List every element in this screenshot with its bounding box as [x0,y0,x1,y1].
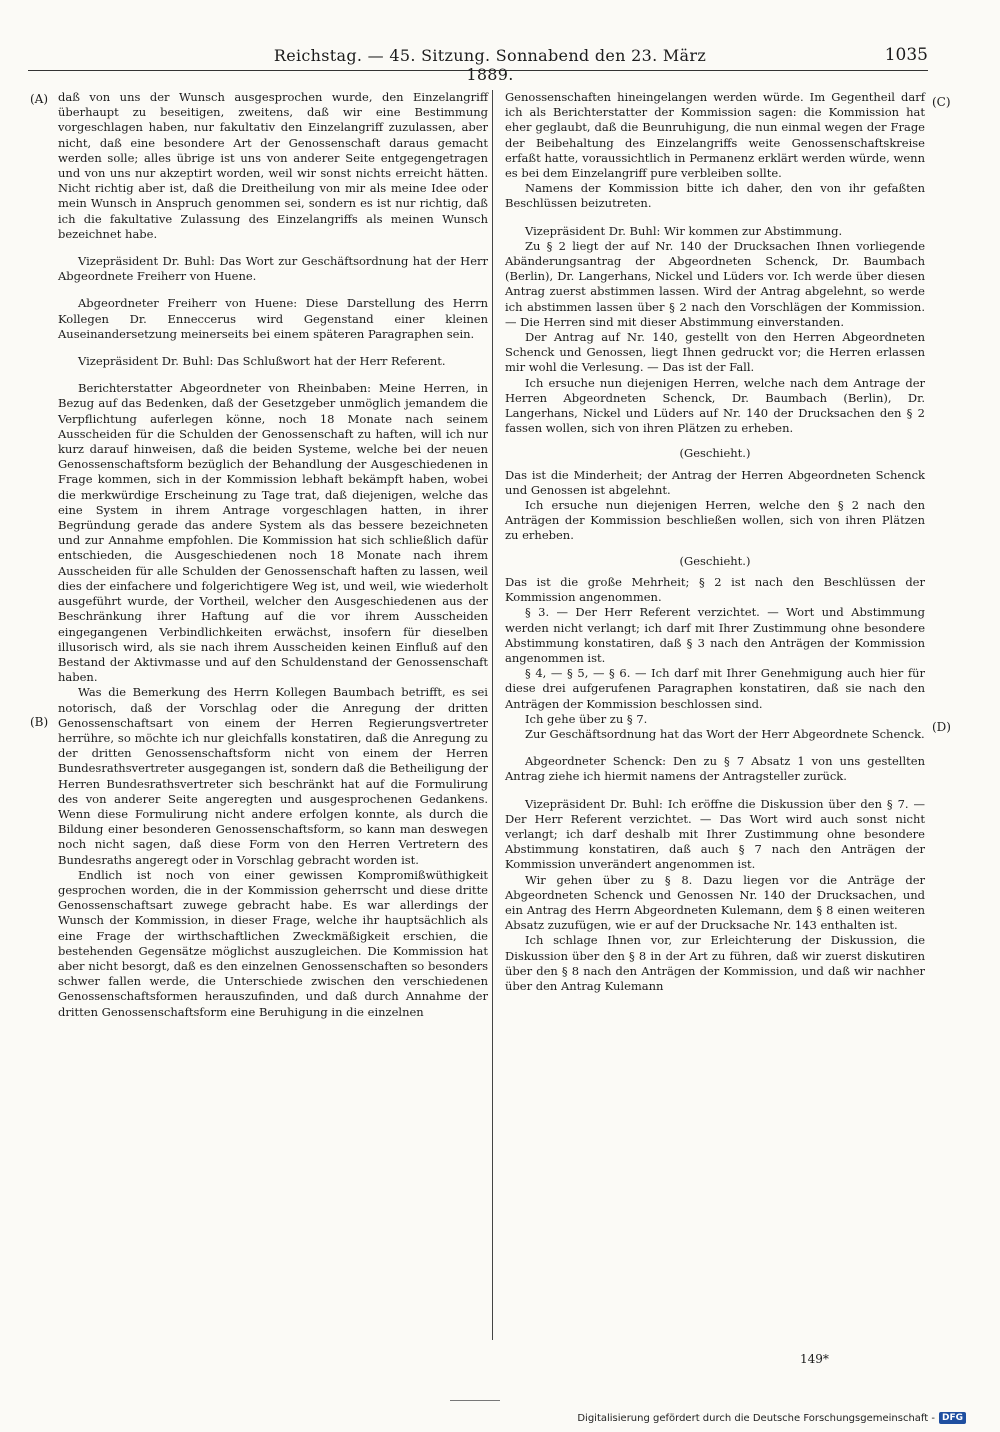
paragraph: Das ist die große Mehrheit; § 2 ist nach den Beschlüssen der Kommission angenommen. [505,574,925,605]
margin-mark-b: (B) [30,715,49,729]
paragraph: Ich schlage Ihnen vor, zur Erleichterung der Diskussion, die Diskussion über den § 8 in der Art zu führen, daß wir zuerst diskutiren über den § 8 nach den Anträgen der Kommission, und daß wir nachher über den Antrag Kulemann [505,933,925,993]
paragraph: Das ist die Minderheit; der Antrag der Herren Abgeordneten Schenck und Genossen ist abgelehnt. [505,467,925,497]
paragraph: Ich gehe über zu § 7. [525,711,648,726]
stage-direction: (Geschieht.) [679,553,751,568]
paragraph: Vizepräsident Dr. Buhl: Wir kommen zur Abstimmung. [525,223,843,238]
paragraph: Zur Geschäftsordnung hat das Wort der Herr Abgeordnete Schenck. [525,726,925,741]
footer-text: Digitalisierung gefördert durch die Deutsche Forschungsgemeinschaft - [577,1412,935,1424]
paragraph: Der Antrag auf Nr. 140, gestellt von den Herren Abgeordneten Schenck und Genossen, liegt Ihnen gedruckt vor; die Herren erlassen mir wohl die Verlesung. — Das ist der Fall. [505,330,925,375]
paragraph: Wir gehen über zu § 8. Dazu liegen vor die Anträge der Abgeordneten Schenck und Genossen Nr. 140 der Drucksachen, und ein Antrag des Herrn Abgeordneten Kulemann, dem § 8 einen weiteren Absatz zuzufügen, wie er auf der Drucksache Nr. 143 enthalten ist. [505,872,925,933]
paragraph: § 4, — § 5, — § 6. — Ich darf mit Ihrer Genehmigung auch hier für diese drei aufgerufenen Paragraphen konstatiren, daß sie nach den Anträgen der Kommission beschlossen sind. [505,666,925,711]
paragraph: Abgeordneter Freiherr von Huene: Diese Darstellung des Herrn Kollegen Dr. Enneccerus wird Gegenstand einer kleinen Auseinandersetzung meinerseits bei einem späteren Paragraphen sein. [58,296,488,341]
footer [577,1412,966,1424]
paragraph: Ich ersuche nun diejenigen Herren, welche den § 2 nach den Anträgen der Kommission beschließen wollen, sich von ihren Plätzen zu erheben. [505,498,925,543]
page-number: 1035 [884,45,928,65]
paragraph: Vizepräsident Dr. Buhl: Das Schlußwort hat der Herr Referent. [78,354,446,369]
paragraph: § 3. — Der Herr Referent verzichtet. — Wort und Abstimmung werden nicht verlangt; ich darf mit Ihrer Zustimmung ohne besondere Abstimmung konstatiren, daß § 3 nach den Anträgen der Kommission angenommen ist. [505,605,925,665]
left-column [58,90,488,1020]
right-column [505,90,925,994]
header-rule [28,70,928,71]
paragraph: Zu § 2 liegt der auf Nr. 140 der Drucksachen Ihnen vorliegende Abänderungsantrag der Abgeordneten Schenck, Dr. Baumbach (Berlin), Dr. Langerhans, Nickel und Lüders vor. Ich werde über diesen Antrag zuerst abstimmen lassen. Wird der Antrag abgelehnt, so werde ich abstimmen lassen über § 2 nach den Vorschlägen der Kommission. — Die Herren sind mit dieser Abstimmung einverstanden. [505,238,925,329]
paragraph: Namens der Kommission bitte ich daher, den von ihr gefaßten Beschlüssen beizutreten. [505,181,925,211]
paragraph: Berichterstatter Abgeordneter von Rheinbaben: Meine Herren, in Bezug auf das Bedenken, daß der Gesetzgeber unmöglich jemandem die Verpflichtung auferlegen könne, noch 18 Monate nach seinem Ausscheiden für die Schulden der Genossenschaft zu haften, will ich nur kurz darauf hinweisen, daß die beiden Systeme, welche bei der neuen Genossenschaftsform bezüglich der Behandlung der Ausgeschiedenen in Frage kommen, sich in der Kommission lebhaft bekämpft haben, wobei die merkwürdige Erscheinung zu Tage trat, daß diejenigen, welche das eine System in ihrem Antrage vorgeschlagen hatten, in ihrer Begründung gerade das andere System als das bessere bezeichneten und zur Annahme empfohlen. Die Kommission hat sich schließlich dafür entschieden, die Ausgeschiedenen noch 18 Monate nach ihrem Ausscheiden für alle Schulden der Genossenschaft haften zu lassen, weil dies der einfachere und folgerichtigere Weg ist, und weil, wie wiederholt ausgeführt wurde, der Vortheil, welcher den Ausgeschiedenen aus der Beschränkung ihrer Haftung auf die vor ihrem Ausscheiden eingegangenen Verbindlichkeiten erwächst, insofern für dieselben illusorisch wird, als sie nach ihrem Ausscheiden keinen Einfluß auf den Bestand der Aktivmasse und auf den Schuldenstand der Genossenschaft haben. [58,381,488,685]
paragraph: Abgeordneter Schenck: Den zu § 7 Absatz 1 von uns gestellten Antrag ziehe ich hiermit namens der Antragsteller zurück. [505,754,925,784]
paragraph: Ich ersuche nun diejenigen Herren, welche nach dem Antrage der Herren Abgeordneten Schenck, Dr. Baumbach (Berlin), Dr. Langerhans, Nickel und Lüders auf Nr. 140 der Drucksachen den § 2 fassen wollen, sich von ihren Plätzen zu erheben. [505,375,925,436]
paragraph: Vizepräsident Dr. Buhl: Das Wort zur Geschäftsordnung hat der Herr Abgeordnete Freiherr von Huene. [58,254,488,284]
margin-mark-c: (C) [932,95,951,109]
paragraph: Genossenschaften hineingelangen werden würde. Im Gegentheil darf ich als Berichterstatter der Kommission sagen: die Kommission hat eher geglaubt, daß die Beunruhigung, die nun einmal wegen der Frage der Beibehaltung des Einzelangriffs weite Genossenschaftskreise erfaßt hatte, voraussichtlich in Permanenz erklärt werden würde, wenn es bei dem Einzelangriff pure verbleiben sollte. [505,90,925,181]
paragraph: daß von uns der Wunsch ausgesprochen wurde, den Einzelangriff überhaupt zu beseitigen, zweitens, daß wir eine Bestimmung vorgeschlagen haben, nur fakultativ den Einzelangriff zuzulassen, aber nicht, daß eine besondere Art der Genossenschaft daraus gemacht werden solle; alles übrige ist uns von anderer Seite entgegengetragen und von uns nur akzeptirt worden, weil wir sonst nichts erreicht hätten. Nicht richtig aber ist, daß die Dreitheilung von mir als meine Idee oder mein Wunsch in Anspruch genommen sei, sondern es ist nur richtig, daß ich die fakultative Zulassung des Einzelangriffs als meinen Wunsch bezeichnet habe. [58,90,488,241]
margin-mark-d: (D) [932,720,951,734]
signature-mark: 149* [800,1352,829,1366]
margin-mark-a: (A) [30,92,49,106]
dfg-logo-icon: DFG [939,1412,966,1424]
stage-direction: (Geschieht.) [679,446,751,461]
paragraph: Was die Bemerkung des Herrn Kollegen Baumbach betrifft, es sei notorisch, daß der Vorschlag oder die Anregung der dritten Genossenschaftsart von einem der Herren Regierungsvertreter herrühre, so möchte ich nur gleichfalls konstatiren, daß die Anregung zu der dritten Genossenschaftsform nicht von einem der Herren Bundesrathsvertreter ausgegangen ist, sondern daß die Betheiligung der Herren Bundesrathsvertreter sich beschränkt hat auf die Formulirung des von anderer Seite angeregten und ausgesprochenen Gedankens. Wenn diese Formulirung nicht andere erfolgen konnte, als durch die Bildung einer besonderen Genossenschaftsform, so kann man deswegen noch nicht sagen, daß diese Form von den Herren Vertretern des Bundesraths angeregt oder in Vorschlag gebracht worden ist. [58,685,488,867]
paragraph: Vizepräsident Dr. Buhl: Ich eröffne die Diskussion über den § 7. — Der Herr Referent verzichtet. — Das Wort wird auch sonst nicht verlangt; ich darf deshalb mit Ihrer Zustimmung ohne besondere Abstimmung konstatiren, daß auch § 7 nach den Anträgen der Kommission unverändert angenommen ist. [505,796,925,872]
header-title: Reichstag. — 45. Sitzung. Sonnabend den 23. März 1889. [273,46,707,84]
column-divider [492,90,493,1340]
bottom-rule [450,1400,500,1401]
paragraph: Endlich ist noch von einer gewissen Kompromißwüthigkeit gesprochen worden, die in der Kommission geherrscht und diese dritte Genossenschaftsart zuwege gebracht habe. Es war allerdings der Wunsch der Kommission, in dieser Frage, welche ihr hauptsächlich als eine Frage der wirthschaftlichen Zweckmäßigkeit erschien, die bestehenden Gegensätze möglichst auszugleichen. Die Kommission hat aber nicht besorgt, daß es den einzelnen Genossenschaften so besonders schwer fallen werde, die Unterschiede zwischen den verschiedenen Genossenschaftsformen herauszufinden, und daß durch Annahme der dritten Genossenschaftsform eine Beruhigung in die einzelnen [58,867,488,1019]
